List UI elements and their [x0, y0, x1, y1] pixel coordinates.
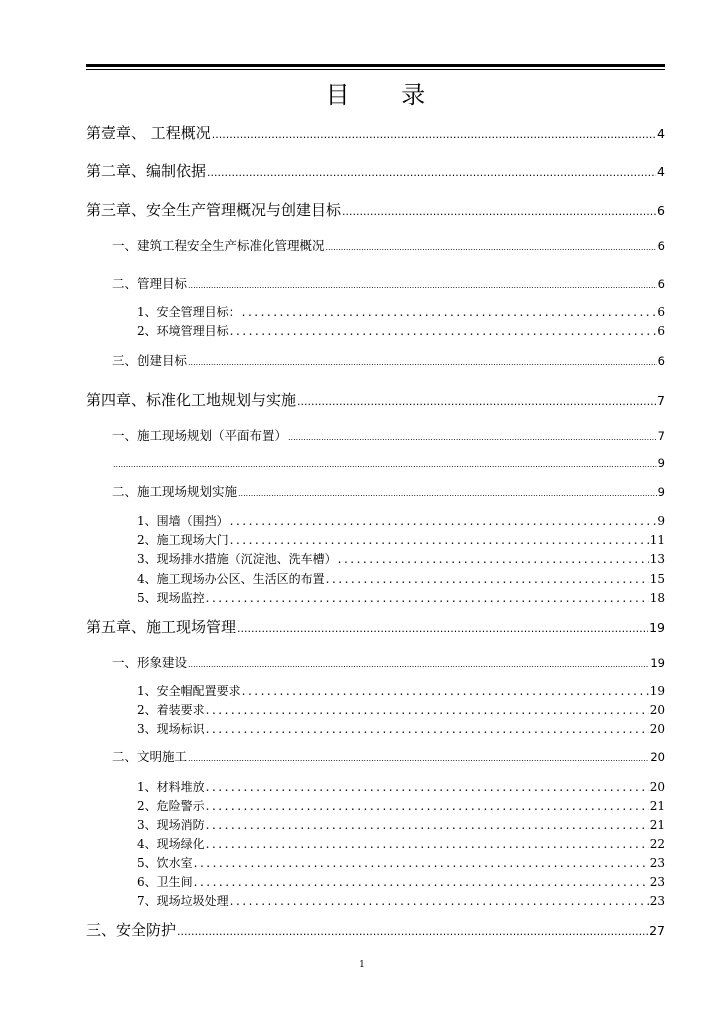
toc-entry-page: 13: [649, 552, 665, 566]
toc-leader: [242, 304, 657, 320]
toc-entry[interactable]: [112, 237, 665, 257]
toc-entry-text: 第三章、安全生产管理概况与创建目标: [86, 201, 342, 219]
toc-entry-text: 第二章、编制依据: [86, 162, 207, 180]
toc-entry-text: 第壹章、 工程概况: [86, 124, 211, 142]
toc-entry[interactable]: [137, 855, 665, 871]
toc-entry[interactable]: [137, 513, 665, 529]
toc-entry-text: 2、施工现场大门: [137, 533, 229, 547]
toc-entry-page: 9: [657, 514, 665, 528]
toc-entry[interactable]: [137, 551, 665, 567]
toc-entry[interactable]: [86, 161, 665, 183]
toc-entry-text: 一、施工现场规划（平面布置）: [112, 428, 288, 443]
toc-entry-page: 7: [657, 393, 665, 408]
toc-entry-page: 4: [657, 164, 665, 179]
toc-entry-page: 20: [649, 703, 665, 717]
toc-entry[interactable]: [137, 779, 665, 795]
toc-leader: [206, 721, 649, 737]
toc-entry[interactable]: [112, 275, 665, 295]
toc-entry-text: 三、创建目标: [112, 353, 188, 368]
toc-entry[interactable]: [137, 874, 665, 890]
toc-leader: [238, 485, 657, 503]
toc-entry-page: 6: [657, 324, 665, 338]
toc-leader: [206, 590, 649, 606]
toc-leader: [237, 619, 648, 639]
toc-entry-page: 23: [649, 875, 665, 889]
toc-entry-text: 4、施工现场办公区、生活区的布置: [137, 572, 325, 586]
toc-entry[interactable]: [137, 532, 665, 548]
toc-entry-page: 6: [657, 305, 665, 319]
toc-entry-page: 9: [657, 485, 665, 499]
toc-entry-page: 19: [649, 620, 665, 635]
toc-entry-text: 一、建筑工程安全生产标准化管理概况: [112, 238, 325, 253]
toc-entry-page: 21: [649, 818, 665, 832]
toc-entry-text: 1、安全帽配置要求: [137, 684, 241, 698]
toc-leader: [342, 202, 656, 222]
toc-leader: [194, 855, 649, 871]
toc-leader: [206, 779, 649, 795]
toc-entry-text: 第四章、标准化工地规划与实施: [86, 391, 297, 409]
toc-entry-page: 11: [649, 533, 665, 547]
toc-entry-page: 22: [649, 837, 665, 851]
toc-entry[interactable]: [137, 798, 665, 814]
toc-entry-page: 23: [649, 894, 665, 908]
toc-entry-text: 二、施工现场规划实施: [112, 484, 238, 499]
toc-entry-text: 1、围墙（围挡）: [137, 514, 229, 528]
toc-entry[interactable]: [112, 483, 665, 503]
toc-leader: [188, 277, 657, 295]
toc-entry[interactable]: [137, 683, 665, 699]
toc-leader: [297, 392, 656, 412]
toc-entry[interactable]: [112, 427, 665, 447]
toc-entry-page: 6: [657, 203, 665, 218]
toc-entry-page: 15: [649, 572, 665, 586]
toc-entry-text: 6、卫生间: [137, 875, 193, 889]
toc-leader: [326, 239, 657, 257]
toc-entry-text: 3、现场排水措施（沉淀池、洗车槽）: [137, 552, 337, 566]
toc-leader: [207, 163, 656, 183]
toc-entry-page: 18: [649, 591, 665, 605]
toc-leader: [194, 874, 649, 890]
toc-leader: [113, 456, 657, 474]
toc-entry-page: 6: [657, 277, 665, 291]
toc-entry[interactable]: [137, 836, 665, 852]
page-title: 目 录: [325, 81, 448, 109]
toc-entry-text: 二、文明施工: [112, 749, 188, 764]
toc-leader: [188, 656, 649, 674]
toc-entry[interactable]: [86, 920, 665, 942]
toc-entry-page: 21: [649, 799, 665, 813]
toc-entry-page: 23: [649, 856, 665, 870]
toc-entry-page: 19: [649, 684, 665, 698]
toc-entry-page: 4: [657, 126, 665, 141]
toc-leader: [188, 354, 657, 372]
toc-entry[interactable]: [112, 654, 665, 674]
toc-leader: [230, 532, 649, 548]
toc-leader: [206, 702, 649, 718]
toc-entry-text: 7、现场垃圾处理: [137, 894, 229, 908]
toc-entry-text: 3、现场消防: [137, 818, 205, 832]
toc-leader: [212, 125, 656, 145]
toc-entry[interactable]: [137, 571, 665, 587]
toc-entry[interactable]: [86, 123, 665, 145]
toc-entry-text: 1、安全管理目标：: [137, 305, 241, 319]
toc-leader: [230, 323, 657, 339]
toc-entry-page: 6: [657, 354, 665, 368]
toc-entry-page: 19: [650, 656, 665, 670]
toc-entry[interactable]: [112, 454, 665, 474]
toc-leader: [206, 836, 649, 852]
toc-entry[interactable]: [137, 323, 665, 339]
toc-entry[interactable]: [112, 352, 665, 372]
page-number: 1: [359, 960, 365, 970]
toc-leader: [230, 513, 657, 529]
toc-leader: [338, 551, 649, 567]
toc-leader: [177, 922, 648, 942]
toc-entry-text: 二、管理目标: [112, 276, 188, 291]
toc-entry[interactable]: [137, 721, 665, 737]
toc-entry-page: 20: [649, 780, 665, 794]
toc-entry-page: 9: [657, 456, 665, 470]
toc-entry-text: 2、危险警示: [137, 799, 205, 813]
toc-entry-page: 27: [649, 923, 665, 938]
toc-entry-text: 5、现场监控: [137, 591, 205, 605]
toc-entry-text: 5、饮水室: [137, 856, 193, 870]
toc-entry-text: 第五章、施工现场管理: [86, 618, 237, 636]
toc-entry[interactable]: [137, 817, 665, 833]
toc-entry[interactable]: [112, 748, 665, 768]
toc-entry-text: 2、环境管理目标: [137, 324, 229, 338]
toc-entry-page: 20: [649, 722, 665, 736]
toc-leader: [326, 571, 649, 587]
toc-entry[interactable]: [137, 590, 665, 606]
toc-entry-text: 1、材料堆放: [137, 780, 205, 794]
toc-leader: [188, 750, 649, 768]
toc-entry-page: 6: [657, 239, 665, 253]
toc-leader: [242, 683, 649, 699]
toc-entry[interactable]: [137, 893, 665, 909]
toc-entry[interactable]: [137, 304, 665, 320]
toc-entry[interactable]: [86, 390, 665, 412]
toc-entry[interactable]: [86, 200, 665, 222]
toc-entry-text: 一、形象建设: [112, 655, 188, 670]
toc-entry-text: 4、现场绿化: [137, 837, 205, 851]
toc-entry[interactable]: [86, 617, 665, 639]
header-rule-thick: [86, 64, 665, 67]
toc-entry[interactable]: [137, 702, 665, 718]
toc-entry-text: 3、现场标识: [137, 722, 205, 736]
header-rule-thin: [86, 69, 665, 70]
toc-leader: [230, 893, 649, 909]
toc-entry-text: 三、安全防护: [86, 921, 177, 939]
toc-entry-page: 20: [650, 750, 665, 764]
toc-leader: [288, 429, 657, 447]
toc-leader: [206, 798, 649, 814]
toc-entry-page: 7: [657, 429, 665, 443]
toc-entry-text: 2、着装要求: [137, 703, 205, 717]
toc-leader: [206, 817, 649, 833]
